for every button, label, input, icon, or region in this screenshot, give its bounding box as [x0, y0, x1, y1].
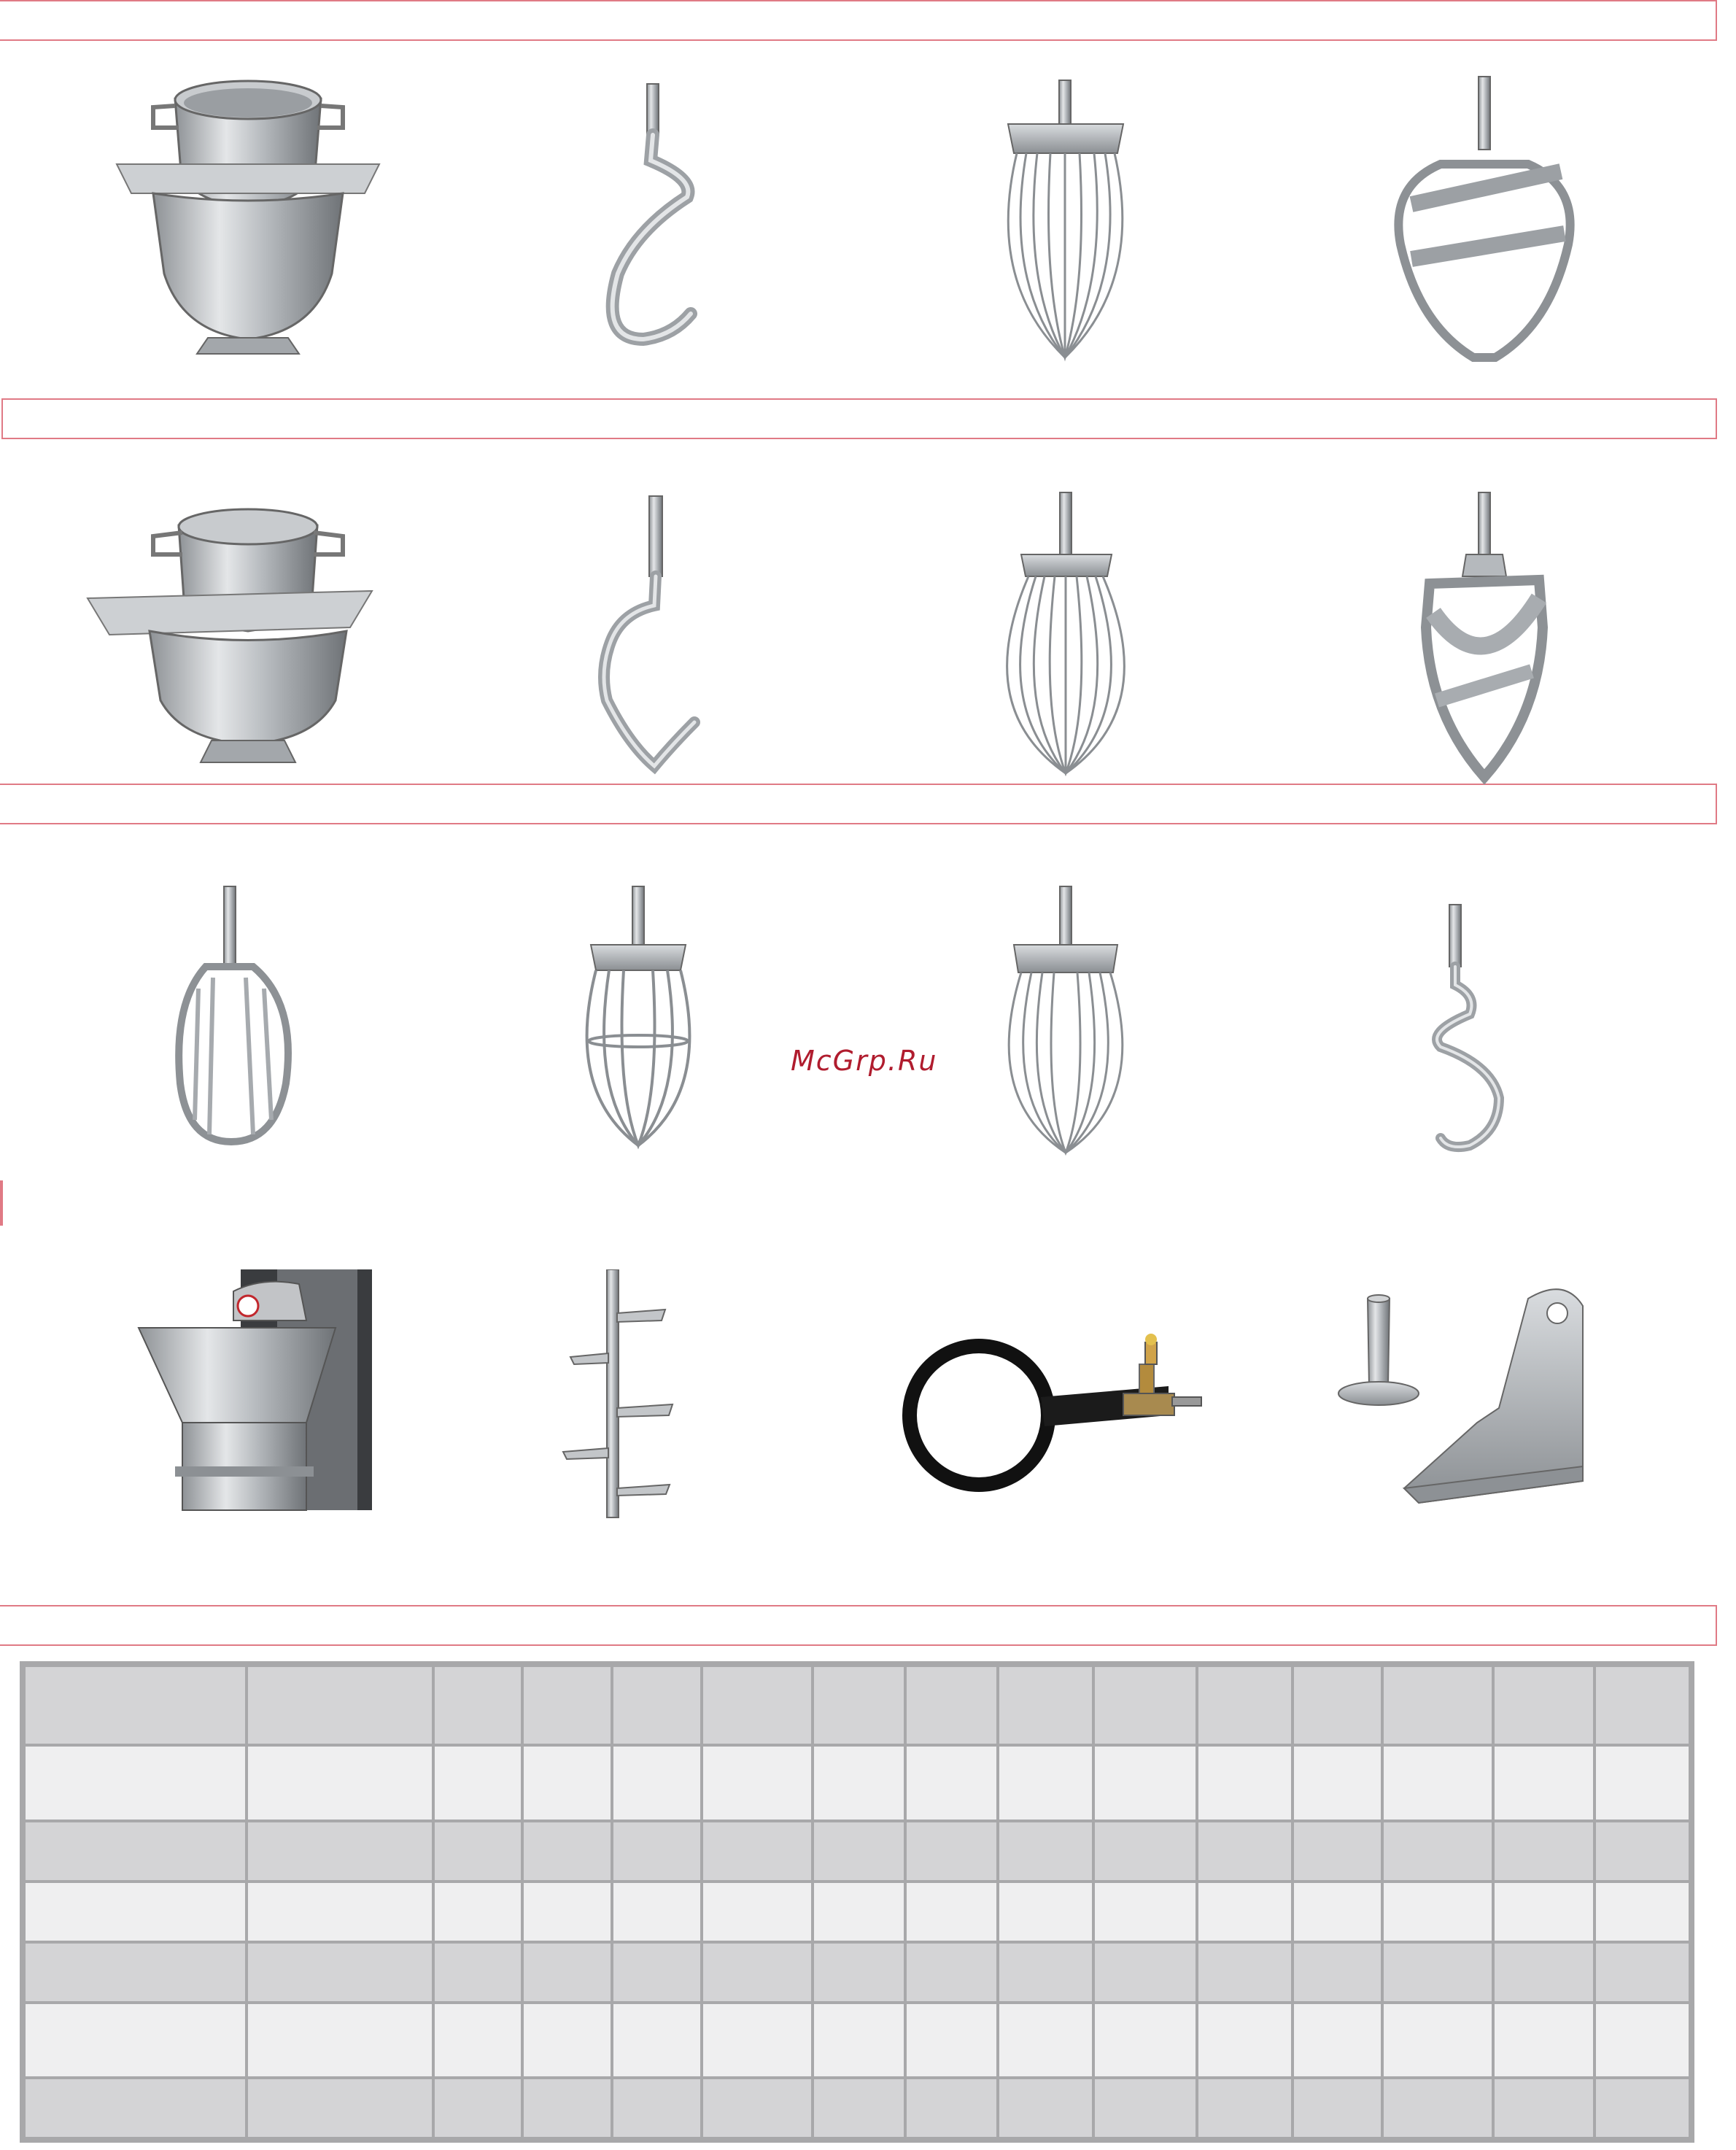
table-header-row [26, 1667, 1689, 1744]
section-band-2 [1, 398, 1717, 439]
table-row [26, 2004, 1689, 2076]
flat-beater-icon [1280, 62, 1689, 368]
dough-hook-icon [454, 482, 862, 788]
bowl-icon [44, 62, 452, 368]
section-band-3 [0, 784, 1717, 824]
wire-whisk-icon [862, 62, 1271, 368]
table-row [26, 1747, 1689, 1819]
section-band-1 [0, 0, 1717, 41]
heating-ring-icon [891, 1269, 1256, 1525]
pastry-blade-icon [454, 1269, 760, 1525]
table-row [26, 1822, 1689, 1880]
spiral-hook-icon [1258, 879, 1667, 1186]
bowl-extension-ring-icon [66, 1269, 372, 1525]
watermark: McGrp.Ru [791, 1045, 938, 1077]
bowl-icon [44, 482, 452, 788]
table-row [26, 2079, 1689, 2137]
table-row [26, 1883, 1689, 1941]
section-marker-4 [0, 1180, 3, 1226]
reinforced-whisk-icon [434, 879, 842, 1186]
wire-whisk-icon [862, 879, 1271, 1186]
dough-hook-icon [454, 62, 862, 368]
wire-whisk-icon [862, 482, 1271, 788]
table-row [26, 1944, 1689, 2001]
flat-beater-icon [27, 879, 435, 1186]
flat-beater-icon [1280, 482, 1689, 788]
mincer-feed-tray-icon [1331, 1269, 1638, 1525]
spec-table [20, 1661, 1694, 2143]
section-band-table [0, 1605, 1717, 1646]
